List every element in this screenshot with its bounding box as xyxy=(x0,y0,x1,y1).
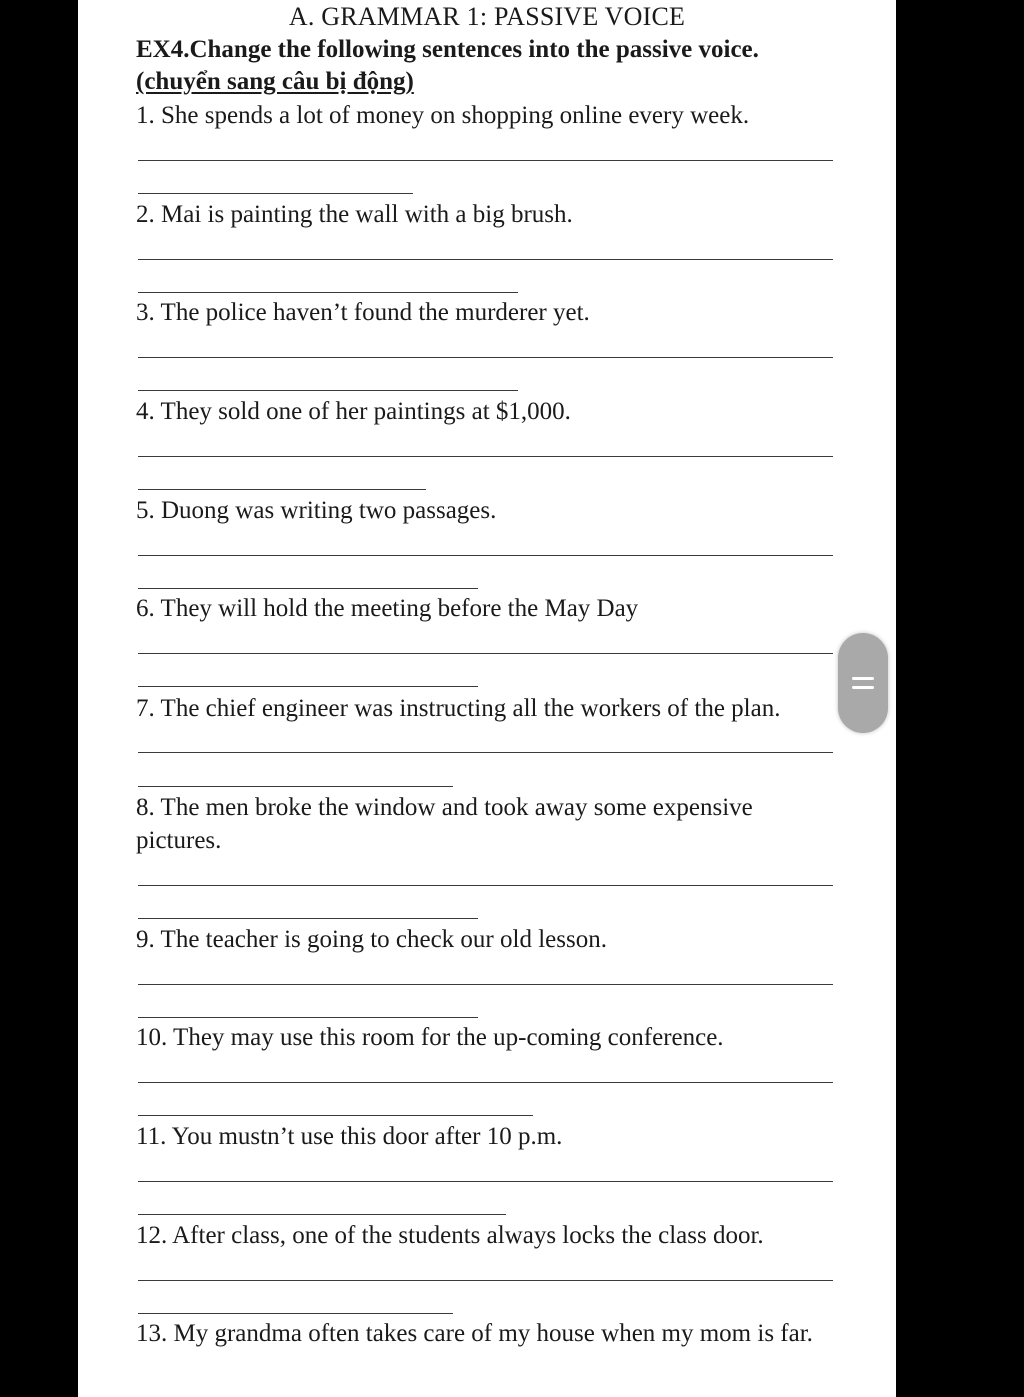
answer-line xyxy=(138,390,518,391)
answer-line xyxy=(138,588,478,589)
exercise-instruction: EX4.Change the following sentences into the passive voice. xyxy=(136,36,759,63)
answer-line xyxy=(138,292,518,293)
answer-line xyxy=(138,259,833,260)
answer-line xyxy=(138,1214,506,1215)
page-title: A. GRAMMAR 1: PASSIVE VOICE xyxy=(288,2,686,31)
answer-line xyxy=(138,193,413,194)
question-6: 6. They will hold the meeting before the May Day xyxy=(136,595,639,622)
question-1: 1. She spends a lot of money on shopping online every week. xyxy=(136,102,750,129)
answer-line xyxy=(138,1181,833,1182)
question-5: 5. Duong was writing two passages. xyxy=(136,497,497,524)
answer-line xyxy=(138,885,833,886)
answer-line xyxy=(138,1115,533,1116)
question-7: 7. The chief engineer was instructing all the workers of the plan. xyxy=(136,695,781,722)
exercise-heading xyxy=(136,34,876,98)
grip-line-icon xyxy=(852,677,874,680)
answer-line xyxy=(138,918,478,919)
answer-line xyxy=(138,456,833,457)
question-3: 3. The police haven’t found the murderer yet. xyxy=(136,299,590,326)
scroll-handle[interactable] xyxy=(838,633,888,733)
worksheet-page xyxy=(78,0,896,1397)
answer-line xyxy=(138,1082,833,1083)
question-11: 11. You mustn’t use this door after 10 p.m. xyxy=(136,1123,563,1150)
answer-line xyxy=(138,1280,833,1281)
question-2: 2. Mai is painting the wall with a big brush. xyxy=(136,201,573,228)
question-9: 9. The teacher is going to check our old lesson. xyxy=(136,926,607,953)
answer-line xyxy=(138,1017,478,1018)
answer-line xyxy=(138,160,833,161)
answer-line xyxy=(138,752,833,753)
question-13: 13. My grandma often takes care of my house when my mom is far. xyxy=(136,1320,813,1347)
grip-line-icon xyxy=(852,686,874,689)
answer-line xyxy=(138,653,833,654)
answer-line xyxy=(138,357,833,358)
answer-line xyxy=(138,686,478,687)
answer-line xyxy=(138,786,453,787)
question-8: 8. The men broke the window and took away some expensive pictures. xyxy=(136,794,753,854)
question-4: 4. They sold one of her paintings at $1,000. xyxy=(136,398,571,425)
answer-line xyxy=(138,1313,453,1314)
answer-line xyxy=(138,489,426,490)
question-10: 10. They may use this room for the up-coming conference. xyxy=(136,1024,724,1051)
exercise-subheading: (chuyển sang câu bị động) xyxy=(136,68,414,95)
answer-line xyxy=(138,555,833,556)
answer-line xyxy=(138,984,833,985)
question-12: 12. After class, one of the students always locks the class door. xyxy=(136,1222,764,1249)
